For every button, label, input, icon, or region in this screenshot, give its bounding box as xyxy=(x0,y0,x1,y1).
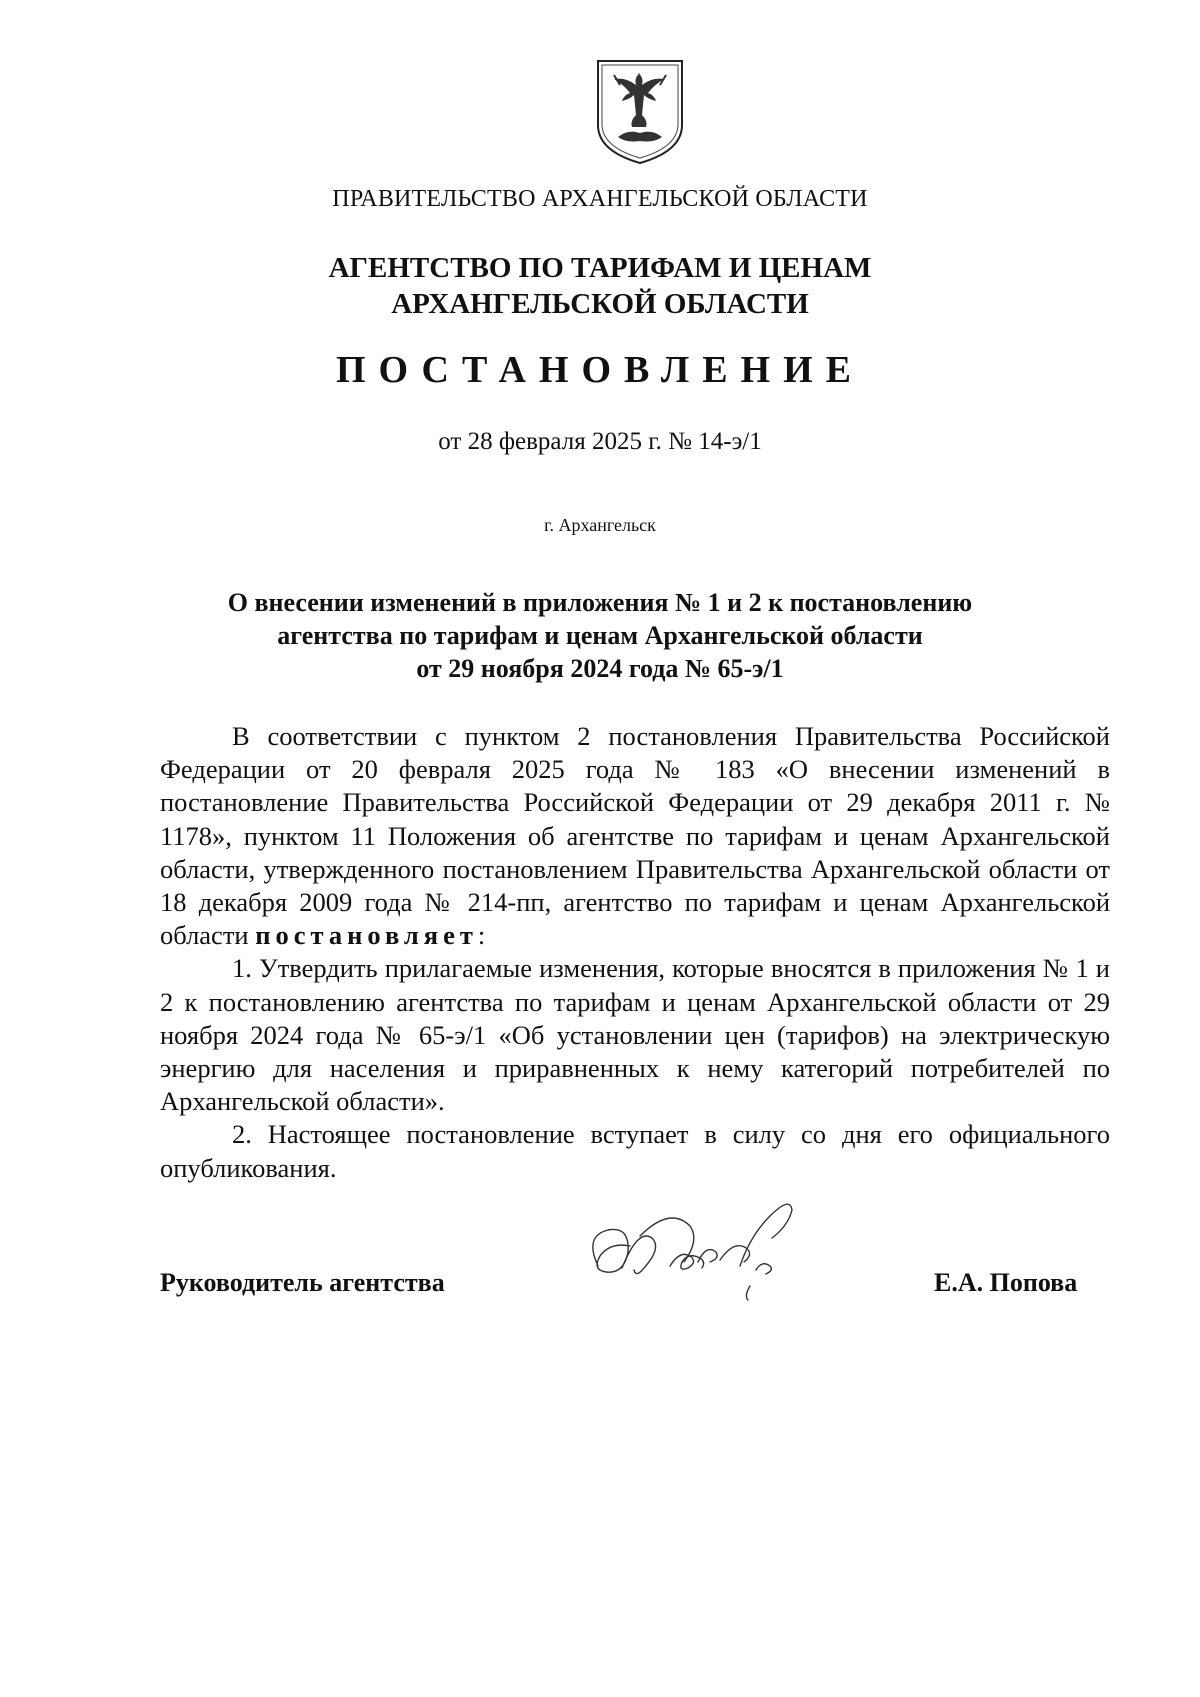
handwritten-signature xyxy=(580,1196,820,1306)
document-subject xyxy=(0,586,1200,685)
signatory-name: Е.А. Попова xyxy=(934,1268,1078,1297)
agency-name-line1: АГЕНТСТВО ПО ТАРИФАМ И ЦЕНАМ xyxy=(328,252,872,284)
subject-line3: от 29 ноября 2024 года № 65-э/1 xyxy=(416,654,784,683)
signatory-position: Руководитель агентства xyxy=(160,1268,445,1297)
coat-of-arms-icon xyxy=(590,55,690,167)
subject-line1: О внесении изменений в приложения № 1 и 2 к постановлению xyxy=(227,588,973,617)
subject-line2: агентства по тарифам и ценам Архангельской области xyxy=(277,621,923,650)
document-city: г. Архангельск xyxy=(544,515,656,535)
agency-name xyxy=(0,250,1200,322)
preamble-text: В соответствии с пунктом 2 постановления Правительства Российской Федерации от 20 февраля 2025 года № 183 «О внесении изменений в постановление Правительства Российской Федерации от 29 декабря 2011 г. № 1178», пунктом 11 Положения об агентстве по тарифам и ценам Архангельской области, утвержденного постановлением Правительства Архангельской области от 18 декабря 2009 года № 214-пп, агентство по тарифам и ценам Архангельской области xyxy=(160,721,1110,951)
document-date-number: от 28 февраля 2025 г. № 14-э/1 xyxy=(438,428,762,455)
document-body xyxy=(160,720,1110,1185)
preamble-paragraph xyxy=(160,720,1110,952)
government-name: ПРАВИТЕЛЬСТВО АРХАНГЕЛЬСКОЙ ОБЛАСТИ xyxy=(332,186,868,212)
agency-name-line2: АРХАНГЕЛЬСКОЙ ОБЛАСТИ xyxy=(391,288,809,320)
resolves-suffix: : xyxy=(477,920,486,951)
item-1-paragraph: 1. Утвердить прилагаемые изменения, которые вносятся в приложения № 1 и 2 к постановлению агентства по тарифам и ценам Архангельской области от 29 ноября 2024 года № 65-э/1 «Об установлении цен (тарифов) на электрическую энергию для населения и приравненных к нему категорий потребителей по Архангельской области». xyxy=(160,953,1110,1117)
resolves-word: постановляет xyxy=(255,920,478,951)
item-2-paragraph: 2. Настоящее постановление вступает в силу со дня его официального опубликования. xyxy=(160,1119,1110,1183)
document-type: ПОСТАНОВЛЕНИЕ xyxy=(335,349,865,391)
